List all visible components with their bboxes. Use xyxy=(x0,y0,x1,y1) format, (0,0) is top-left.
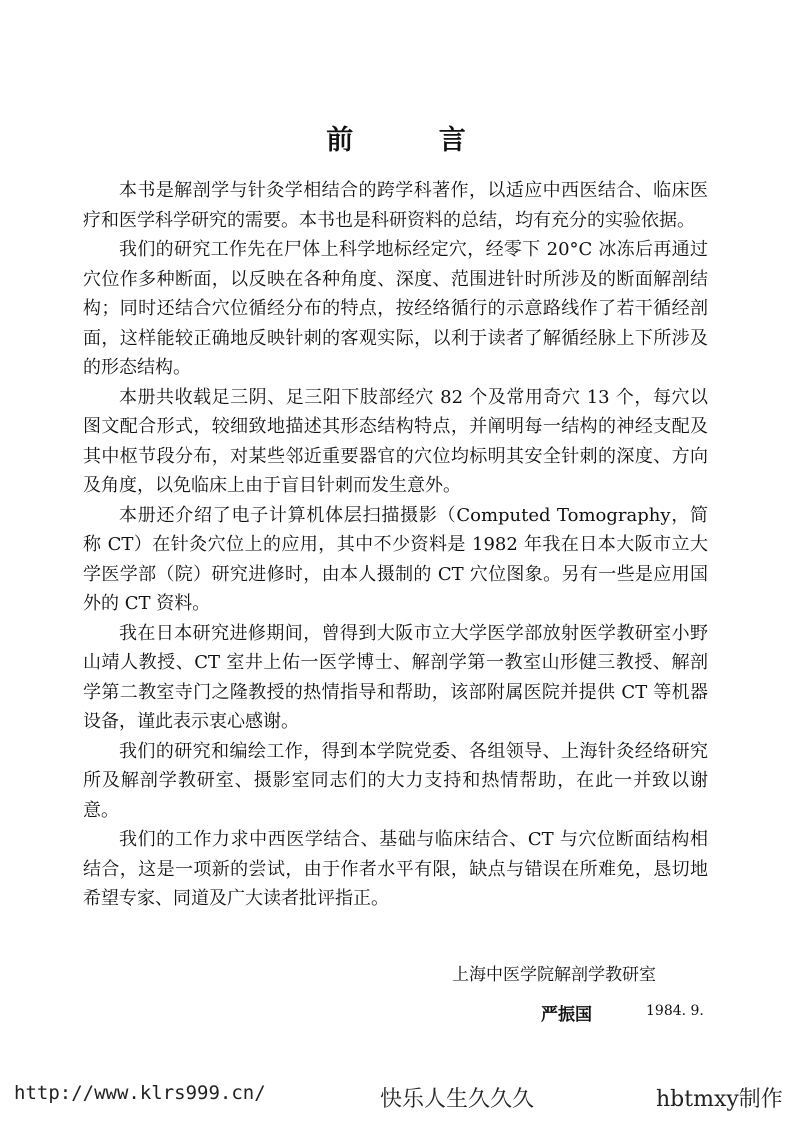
paragraph-4: 本册还介绍了电子计算机体层扫描摄影（Computed Tomography，简称 CT）在针灸穴位上的应用，其中不少资料是 1982 年我在日本大阪市立大学医学部（院）研究进修时，由本人摄制的 CT 穴位图象。另有一些是应用国外的 CT 资料。 xyxy=(83,504,708,614)
preface-body xyxy=(83,176,708,914)
signature-organization: 上海中医学院解剖学教研室 xyxy=(452,965,656,985)
watermark-footer xyxy=(0,1082,792,1116)
paragraph-6: 我们的研究和编绘工作，得到本学院党委、各组领导、上海针灸经络研究所及解剖学教研室、摄影室同志们的大力支持和热情帮助，在此一并致以谢意。 xyxy=(83,740,708,821)
signature-author: 严振国 xyxy=(541,1005,592,1025)
footer-credit: hbtmxy制作 xyxy=(656,1087,783,1112)
paragraph-3: 本册共收载足三阴、足三阳下肢部经穴 82 个及常用奇穴 13 个，每穴以图文配合形式，较细致地描述其形态结构特点，并阐明每一结构的神经支配及其中枢节段分布，对某些邻近重要器官的穴位均标明其安全针刺的深度、方向及角度，以免临床上由于盲目针刺而发生意外。 xyxy=(83,386,708,496)
paragraph-5: 我在日本研究进修期间，曾得到大阪市立大学医学部放射医学教研室小野山靖人教授、CT 室井上佑一医学博士、解剖学第一教室山形健三教授、解剖学第二教室寺门之隆教授的热情指导和帮助，该部附属医院并提供 CT 等机器设备，谨此表示衷心感谢。 xyxy=(83,622,708,732)
footer-center-text: 快乐人生久久久 xyxy=(380,1087,535,1112)
paragraph-2: 我们的研究工作先在尸体上科学地标经定穴，经零下 20°C 冰冻后再通过穴位作多种断面，以反映在各种角度、深度、范围进针时所涉及的断面解剖结构；同时还结合穴位循经分布的特点，按经络循行的示意路线作了若干循经剖面，这样能较正确地反映针刺的客观实际，以利于读者了解循经脉上下所涉及的形态结构。 xyxy=(83,239,708,378)
paragraph-7: 我们的工作力求中西医学结合、基础与临床结合、CT 与穴位断面结构相结合，这是一项新的尝试，由于作者水平有限，缺点与错误在所难免，恳切地希望专家、同道及广大读者批评指正。 xyxy=(83,829,708,909)
footer-url: http://www.klrs999.cn/ xyxy=(14,1082,266,1104)
paragraph-1: 本书是解剖学与针灸学相结合的跨学科著作，以适应中西医结合、临床医疗和医学科学研究的需要。本书也是科研资料的总结，均有充分的实验依据。 xyxy=(83,180,708,231)
page-title: 前 言 xyxy=(326,125,504,156)
signature-date: 1984. 9. xyxy=(646,1003,704,1019)
